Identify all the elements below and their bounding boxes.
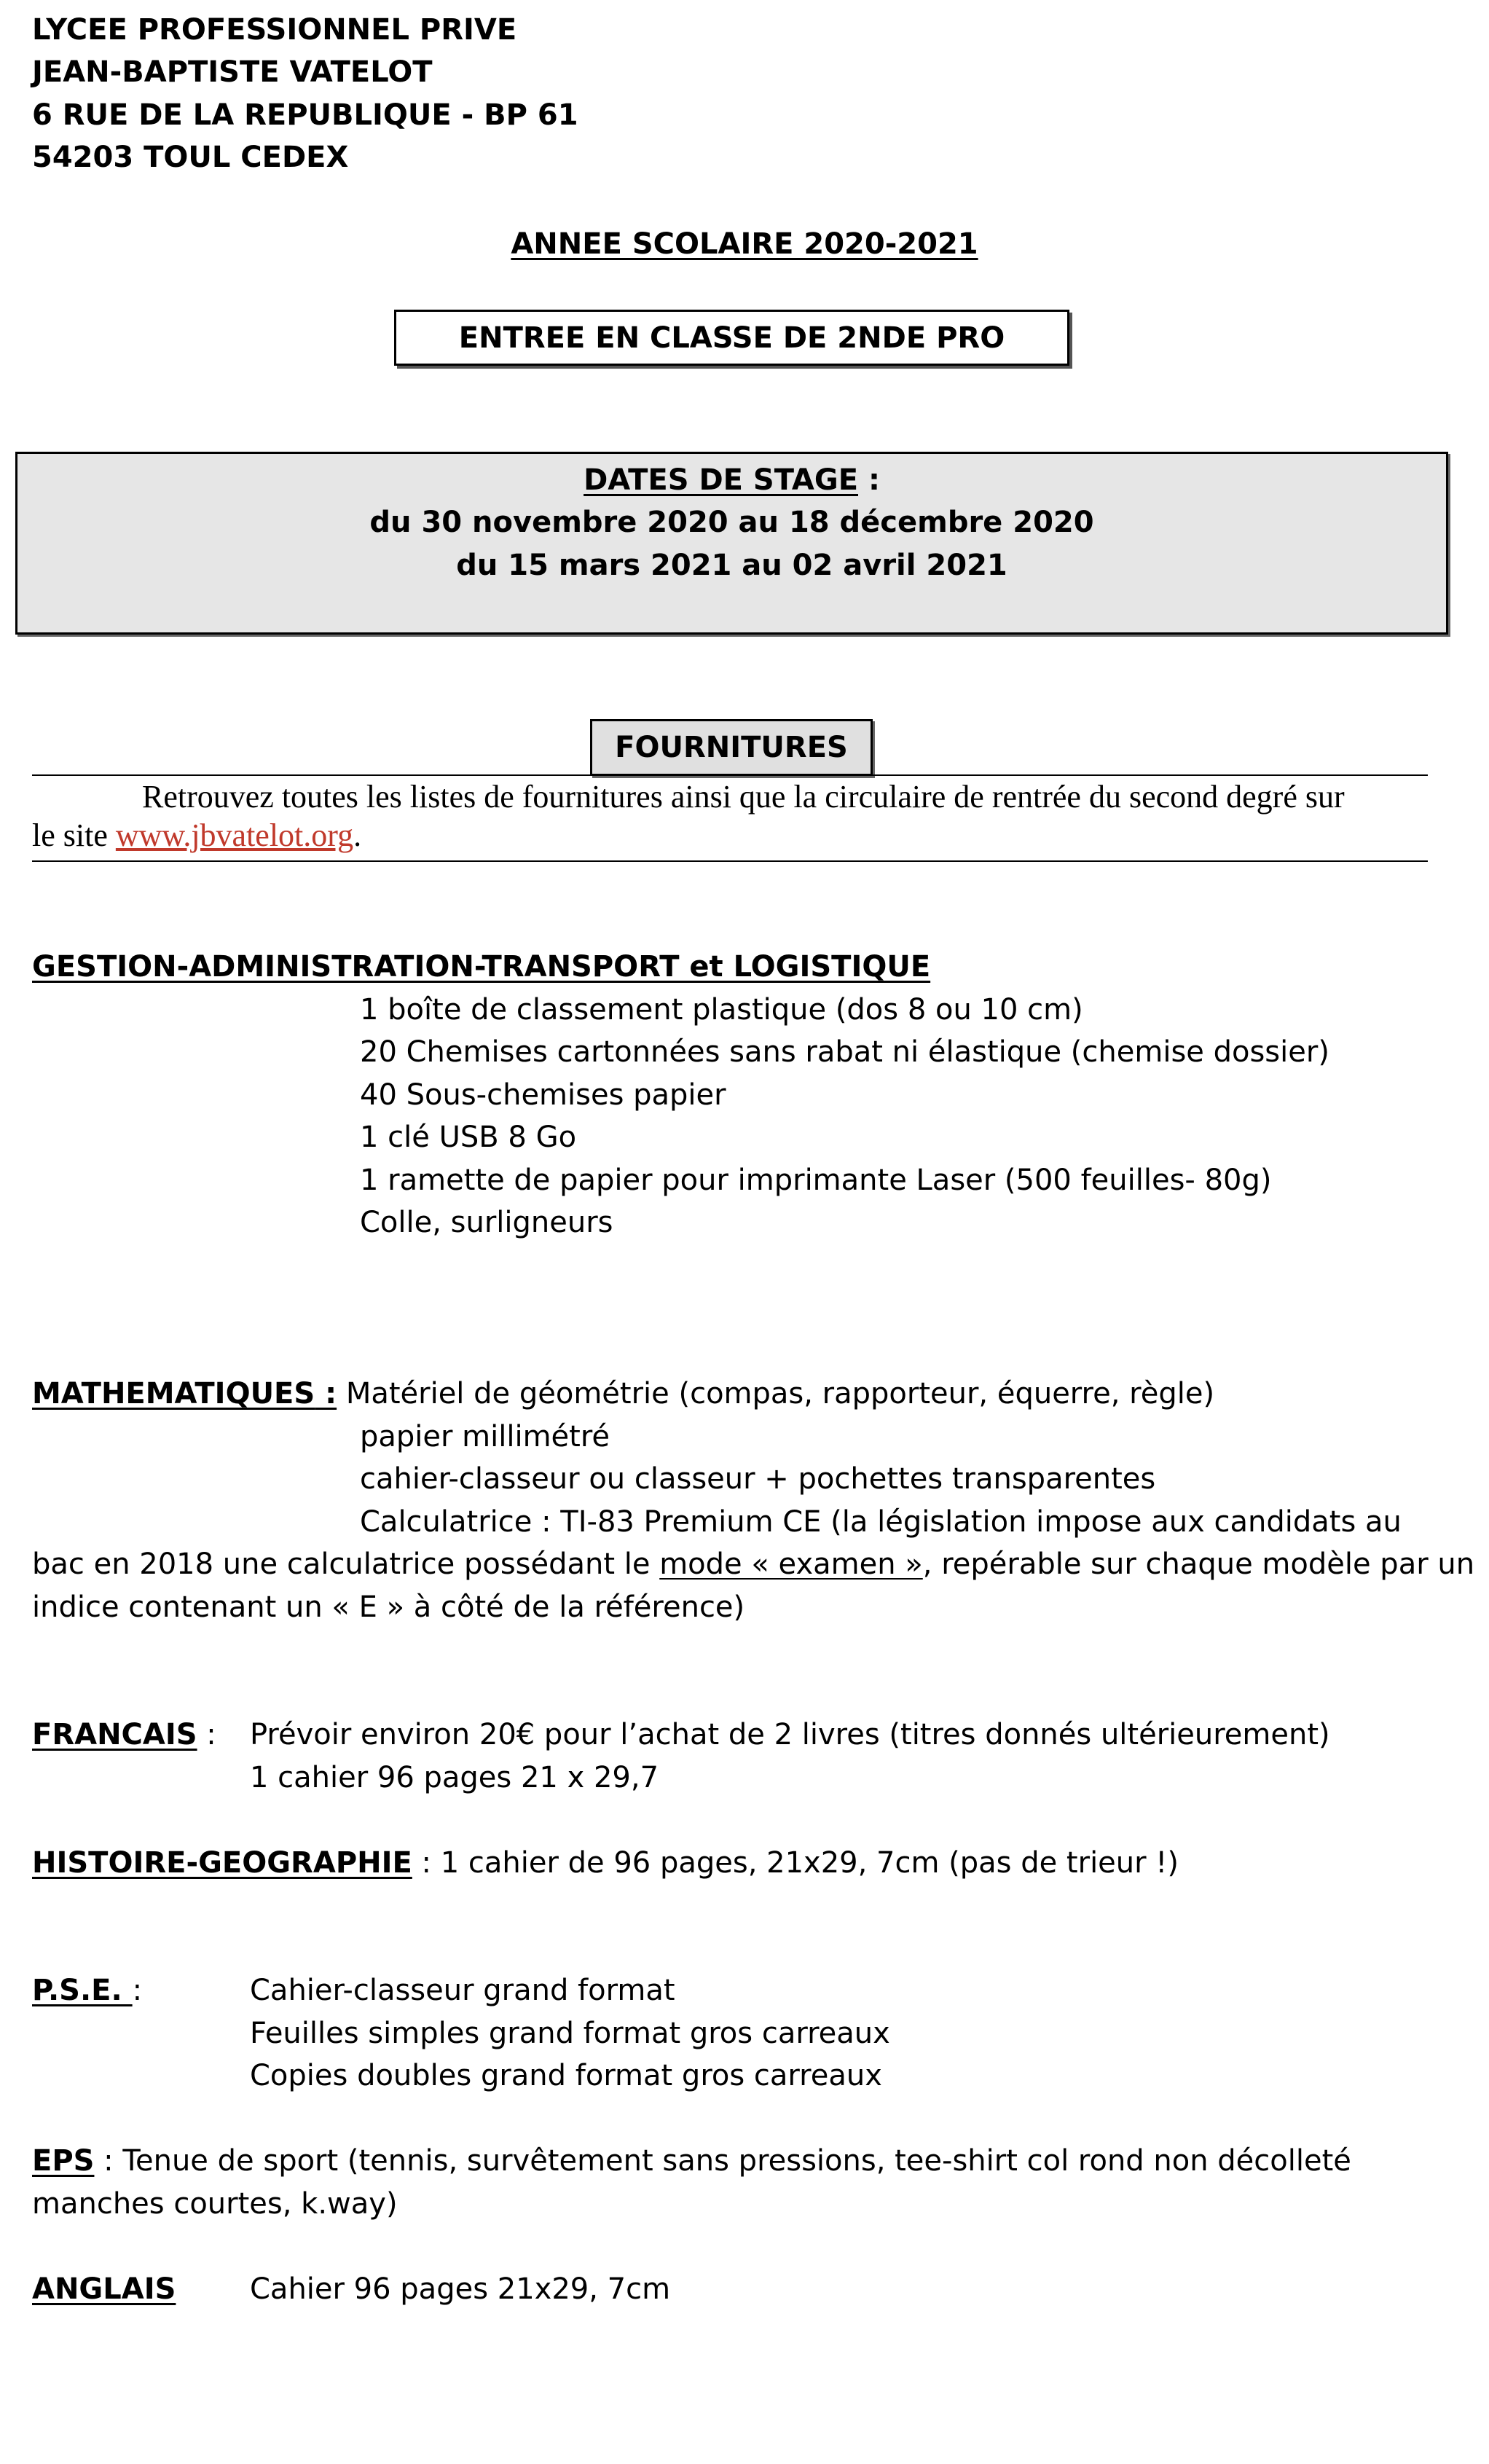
gestion-title: GESTION-ADMINISTRATION-TRANSPORT et LOGISTIQUE — [32, 950, 931, 984]
pse-item: Feuilles simples grand format gros carreaux — [250, 2017, 890, 2050]
francais-item: 1 cahier 96 pages 21 x 29,7 — [250, 1761, 659, 1794]
stage-period-1: du 30 novembre 2020 au 18 décembre 2020 — [369, 506, 1094, 539]
maths-text: bac en 2018 une calculatrice possédant le — [32, 1547, 660, 1581]
maths-item: Calculatrice : TI-83 Premium CE (la législation impose aux candidats au — [360, 1505, 1402, 1539]
pse-title: P.S.E. — [32, 1974, 133, 2007]
gestion-item: 1 ramette de papier pour imprimante Laser (500 feuilles- 80g) — [360, 1164, 1272, 1197]
top-divider — [32, 774, 1428, 776]
fournitures-intro-line1: Retrouvez toutes les listes de fournitures ainsi que la circulaire de rentrée du second degré sur — [142, 779, 1345, 815]
fournitures-intro-line2 — [32, 817, 361, 855]
bottom-divider — [32, 860, 1428, 862]
maths-item: papier millimétré — [360, 1420, 610, 1453]
maths-item-line — [32, 1547, 1474, 1582]
anglais-item: Cahier 96 pages 21x29, 7cm — [250, 2272, 671, 2306]
website-link[interactable]: www.jbvatelot.org — [115, 817, 354, 853]
school-city: 54203 TOUL CEDEX — [32, 141, 349, 174]
school-name: LYCEE PROFESSIONNEL PRIVE — [32, 13, 517, 47]
school-year-row — [0, 227, 1489, 262]
histoire-title: HISTOIRE-GEOGRAPHIE — [32, 1846, 412, 1880]
entry-class-label: ENTREE EN CLASSE DE 2NDE PRO — [458, 321, 1005, 355]
francais-title: FRANCAIS — [32, 1718, 197, 1751]
francais-row — [32, 1717, 216, 1752]
stage-title-row — [17, 463, 1446, 498]
maths-item-line: indice contenant un « E » à côté de la référence) — [32, 1590, 745, 1624]
gestion-item: 20 Chemises cartonnées sans rabat ni élastique (chemise dossier) — [360, 1035, 1329, 1069]
pse-item: Cahier-classeur grand format — [250, 1974, 675, 2007]
fournitures-box — [590, 719, 873, 776]
eps-text: : Tenue de sport (tennis, survêtement sans pressions, tee-shirt col rond non décolleté — [94, 2144, 1351, 2178]
eps-text-line2: manches courtes, k.way) — [32, 2187, 398, 2221]
gestion-item: 40 Sous-chemises papier — [360, 1078, 726, 1112]
school-year: ANNEE SCOLAIRE 2020-2021 — [511, 227, 978, 261]
school-name-line2: JEAN-BAPTISTE VATELOT — [32, 55, 433, 89]
intro-prefix: le site — [32, 817, 116, 853]
gestion-item: 1 boîte de classement plastique (dos 8 ou 10 cm) — [360, 993, 1083, 1027]
francais-item: Prévoir environ 20€ pour l’achat de 2 livres (titres donnés ultérieurement) — [250, 1718, 1330, 1751]
anglais-title: ANGLAIS — [32, 2272, 176, 2306]
maths-row-1 — [32, 1376, 1214, 1411]
gestion-item: Colle, surligneurs — [360, 1206, 613, 1239]
entry-class-box — [394, 310, 1069, 366]
stage-period-2: du 15 mars 2021 au 02 avril 2021 — [456, 549, 1007, 582]
gestion-item: 1 clé USB 8 Go — [360, 1121, 577, 1154]
maths-colon: : — [315, 1377, 337, 1410]
stage-title: DATES DE STAGE — [584, 463, 859, 497]
eps-title: EPS — [32, 2144, 95, 2178]
stage-dates-box — [15, 452, 1448, 635]
pse-row — [32, 1973, 142, 2008]
stage-title-colon: : — [858, 463, 880, 497]
fournitures-title: FOURNITURES — [615, 731, 848, 764]
histoire-row — [32, 1845, 1179, 1880]
mode-examen: mode « examen » — [659, 1547, 923, 1581]
pse-item: Copies doubles grand format gros carreaux — [250, 2059, 882, 2092]
maths-title: MATHEMATIQUES — [32, 1377, 315, 1410]
eps-row — [32, 2143, 1351, 2178]
pse-colon: : — [132, 1974, 143, 2007]
histoire-text: : 1 cahier de 96 pages, 21x29, 7cm (pas de trieur !) — [412, 1846, 1179, 1880]
school-address: 6 RUE DE LA REPUBLIQUE - BP 61 — [32, 98, 578, 132]
maths-text: , repérable sur chaque modèle par un — [922, 1547, 1475, 1581]
maths-item: cahier-classeur ou classeur + pochettes transparentes — [360, 1462, 1156, 1496]
intro-suffix: . — [353, 817, 362, 853]
francais-colon: : — [197, 1718, 216, 1751]
maths-item: Matériel de géométrie (compas, rapporteur, équerre, règle) — [337, 1377, 1215, 1410]
